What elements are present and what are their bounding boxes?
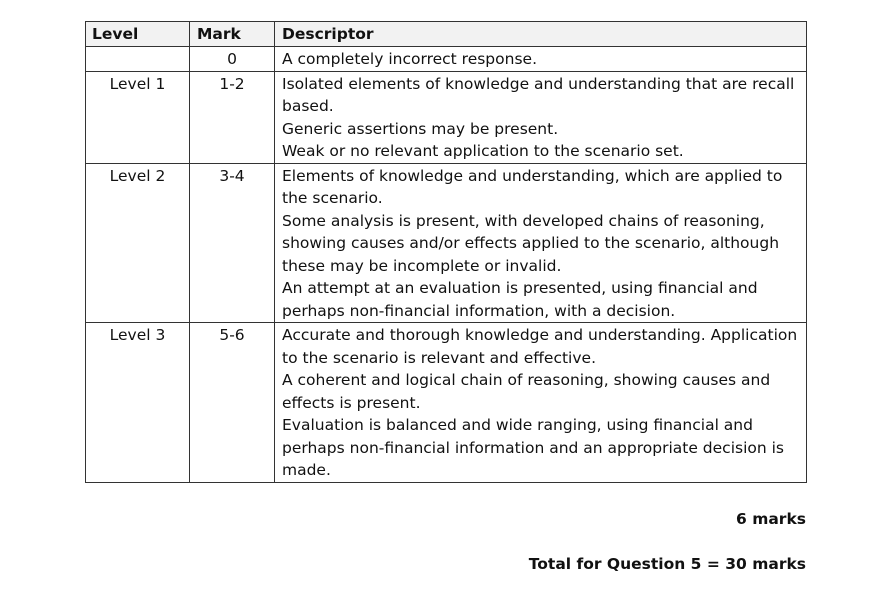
- level-cell: Level 1: [86, 71, 190, 163]
- table-row: [86, 323, 807, 483]
- level-column-header: Level: [86, 22, 190, 47]
- table-row: [86, 47, 807, 72]
- level-cell: Level 2: [86, 163, 190, 323]
- descriptor-line: An attempt at an evaluation is presented, using financial and perhaps non-financial information, with a decision.: [282, 279, 758, 320]
- descriptor-line: Evaluation is balanced and wide ranging, using financial and perhaps non-financial information and an appropriate decision is made.: [282, 416, 785, 479]
- descriptor-line: Isolated elements of knowledge and understanding that are recall based.: [282, 74, 795, 115]
- descriptor-cell: [275, 47, 807, 72]
- level-cell: [86, 47, 190, 72]
- mark-column-header: Mark: [190, 22, 275, 47]
- descriptor-line: A completely incorrect response.: [282, 50, 537, 68]
- descriptor-line: Generic assertions may be present.: [282, 119, 559, 138]
- question-total-marks: Total for Question 5 = 30 marks: [528, 555, 806, 573]
- descriptor-column-header: Descriptor: [275, 22, 807, 47]
- table-row: [86, 71, 807, 163]
- table-row: [86, 163, 807, 323]
- descriptor-line: Some analysis is present, with developed chains of reasoning, showing causes and/or effects applied to the scenario, although these may be incomplete or invalid.: [282, 211, 780, 275]
- descriptor-cell: [275, 71, 807, 163]
- table-header-row: [86, 22, 807, 47]
- mark-cell: 5-6: [190, 323, 275, 483]
- descriptor-cell: [275, 163, 807, 323]
- descriptor-cell: [275, 323, 807, 483]
- descriptor-line: Accurate and thorough knowledge and understanding. Application to the scenario is relevant and effective.: [282, 326, 798, 367]
- level-cell: Level 3: [86, 323, 190, 483]
- descriptor-line: Elements of knowledge and understanding, which are applied to the scenario.: [282, 166, 783, 207]
- levels-mark-scheme-table: [85, 21, 807, 483]
- question-marks: 6 marks: [736, 510, 806, 528]
- descriptor-line: A coherent and logical chain of reasoning, showing causes and effects is present.: [282, 371, 771, 412]
- mark-cell: 1-2: [190, 71, 275, 163]
- descriptor-line: Weak or no relevant application to the scenario set.: [282, 142, 684, 160]
- mark-cell: 0: [190, 47, 275, 72]
- mark-cell: 3-4: [190, 163, 275, 323]
